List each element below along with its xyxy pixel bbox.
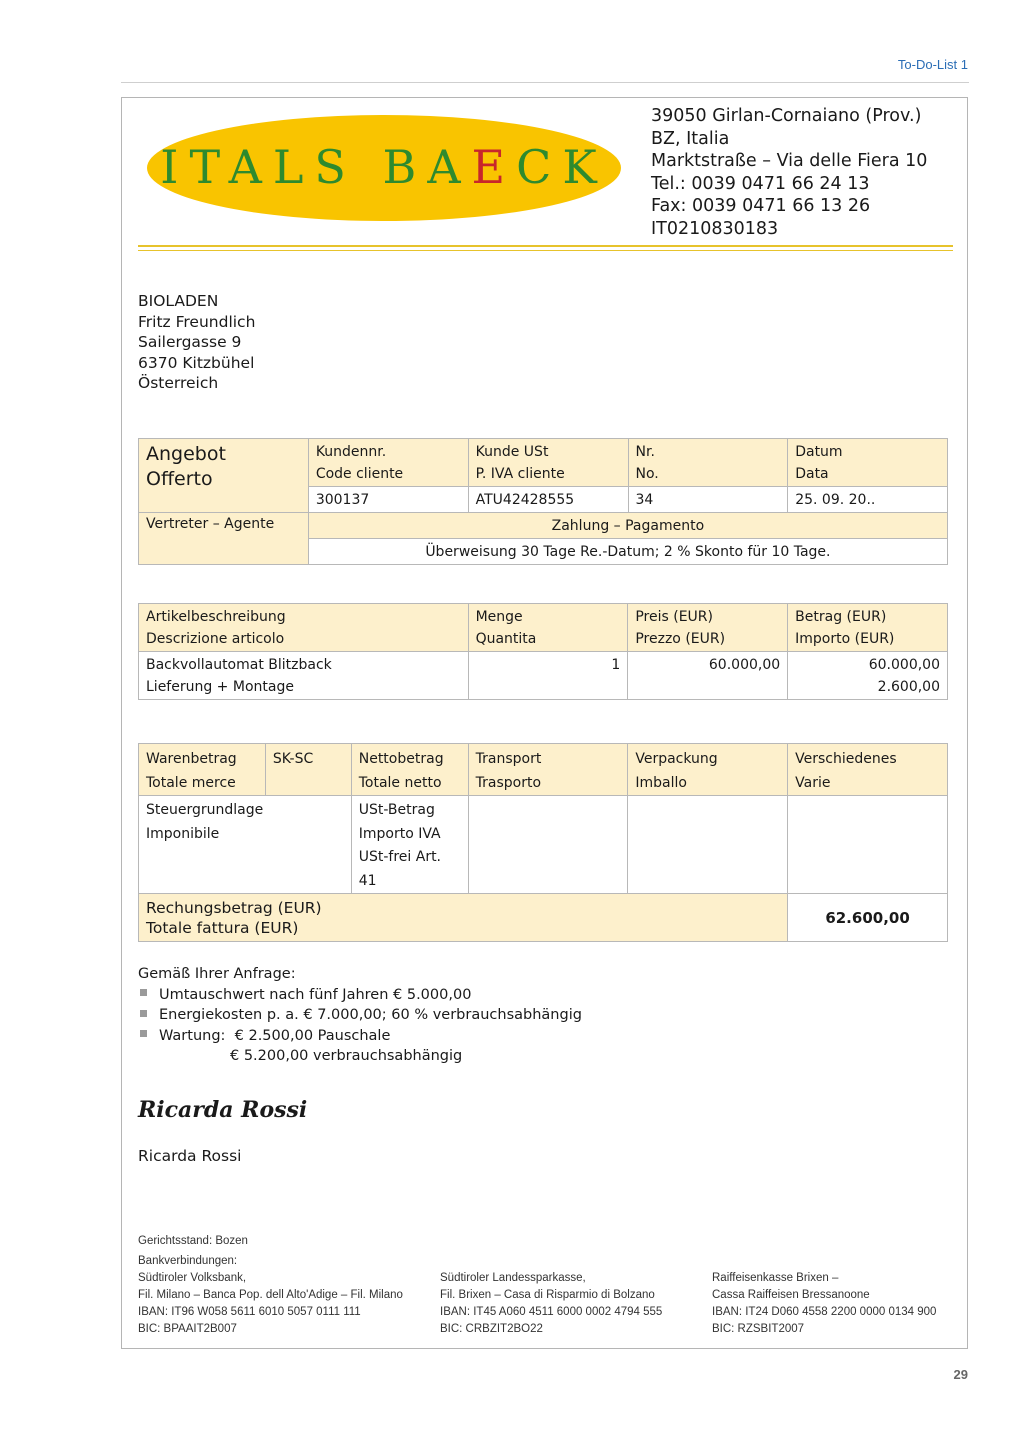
recipient-line: Sailergasse 9 — [138, 333, 242, 351]
item-line: Lieferung + Montage — [146, 679, 294, 695]
sender-vat-id: IT0210830183 — [651, 218, 779, 239]
bank-line: Fil. Brixen – Casa di Risparmio di Bolzano — [440, 1289, 655, 1301]
label: Totale fattura (EUR) — [146, 919, 299, 937]
label: P. IVA cliente — [475, 466, 565, 482]
offer-number-value: 34 — [628, 487, 788, 513]
label: Kunde USt — [475, 444, 549, 460]
recipient-address — [138, 291, 255, 394]
list-item — [138, 1026, 582, 1047]
bullet-icon — [140, 1030, 147, 1037]
list-item-text: Umtauschwert nach fünf Jahren € 5.000,00 — [159, 986, 472, 1003]
customer-vat-header — [468, 439, 628, 487]
totals-table — [138, 743, 948, 894]
label: Imballo — [635, 774, 687, 791]
bank-line: Südtiroler Landessparkasse, — [440, 1272, 586, 1284]
bank-details-2 — [440, 1270, 662, 1338]
invoice-total-table — [138, 893, 948, 942]
invoice-total-value: 62.600,00 — [788, 894, 948, 942]
item-line: Backvollautomat Blitzback — [146, 657, 332, 673]
offer-title-cell — [139, 439, 309, 513]
item-price: 60.000,00 — [628, 652, 788, 700]
empty-cell — [788, 796, 948, 894]
sender-phone: Tel.: 0039 0471 66 24 13 — [651, 173, 870, 194]
goods-total-header — [139, 744, 266, 796]
logo-text-part1: ITALS BA — [160, 140, 472, 194]
items-table — [138, 603, 948, 700]
empty-cell — [628, 796, 788, 894]
col-price-header — [628, 604, 788, 652]
label: Trasporto — [475, 774, 542, 791]
recipient-line: Österreich — [138, 374, 219, 392]
bullet-icon — [140, 1010, 147, 1017]
page-header-label: To-Do-List 1 — [897, 57, 968, 72]
logo-text-part2: CK — [516, 140, 608, 194]
offer-number-header — [628, 439, 788, 487]
amount-line: 2.600,00 — [877, 679, 940, 695]
label: Artikelbeschreibung — [146, 609, 286, 625]
label: Prezzo (EUR) — [635, 631, 726, 647]
label: Code cliente — [315, 466, 404, 482]
footer-legal — [138, 1233, 248, 1270]
inquiry-intro: Gemäß Ihrer Anfrage: — [138, 966, 296, 982]
gold-divider — [138, 250, 953, 251]
item-amount — [788, 652, 948, 700]
item-quantity: 1 — [468, 652, 628, 700]
label: Verpackung — [635, 751, 718, 767]
logo-text-red-letter: E — [471, 140, 517, 194]
bank-iban: IBAN: IT96 W058 5611 6010 5057 0111 111 — [138, 1306, 361, 1318]
list-item-continuation: € 5.200,00 verbrauchsabhängig — [230, 1048, 463, 1065]
payment-terms: Überweisung 30 Tage Re.-Datum; 2 % Skonto für 10 Tage. — [308, 539, 947, 565]
vat-cell — [351, 796, 468, 894]
sender-line: BZ, Italia — [651, 128, 730, 149]
bank-line: Raiffeisenkasse Brixen – — [712, 1272, 839, 1284]
signer-name: Ricarda Rossi — [138, 1147, 242, 1165]
label: Importo IVA — [358, 825, 441, 842]
col-quantity-header — [468, 604, 628, 652]
customer-vat-value: ATU42428555 — [468, 487, 628, 513]
bank-details-3 — [712, 1270, 936, 1338]
label: USt-Betrag — [358, 802, 435, 818]
agent-label: Vertreter – Agente — [139, 513, 309, 565]
list-item-label: Wartung: — [159, 1027, 226, 1044]
sender-fax: Fax: 0039 0471 66 13 26 — [651, 196, 871, 217]
bank-bic: BIC: CRBZIT2BO22 — [440, 1323, 543, 1335]
label: Data — [795, 466, 829, 482]
label: Transport — [475, 751, 542, 767]
document-frame — [121, 97, 968, 1349]
list-item-text: € 2.500,00 Pauschale — [234, 1027, 391, 1044]
label: Totale netto — [358, 774, 442, 791]
list-item — [138, 985, 582, 1006]
label: Nr. — [635, 444, 655, 460]
handwritten-signature: Ricarda Rossi — [138, 1097, 308, 1123]
gold-divider — [138, 245, 953, 247]
label: Descrizione articolo — [146, 631, 285, 647]
payment-label: Zahlung – Pagamento — [308, 513, 947, 539]
label: Preis (EUR) — [635, 609, 713, 625]
inquiry-notes — [138, 964, 582, 1067]
bank-bic: BIC: BPAAIT2B007 — [138, 1323, 237, 1335]
label: USt-frei Art. 41 — [358, 849, 442, 889]
bank-iban: IBAN: IT45 A060 4511 6000 0002 4794 555 — [440, 1306, 663, 1318]
label: Importo (EUR) — [795, 631, 895, 647]
date-header — [788, 439, 948, 487]
header-rule — [121, 82, 969, 83]
amount-line: 60.000,00 — [868, 657, 940, 673]
page-number: 29 — [953, 1367, 968, 1382]
recipient-line: Fritz Freundlich — [138, 312, 256, 331]
label: Betrag (EUR) — [795, 609, 887, 625]
label: Varie — [795, 774, 831, 791]
offer-title: Angebot — [146, 443, 226, 465]
label: Warenbetrag — [146, 751, 237, 767]
packing-header — [628, 744, 788, 796]
offer-header-table — [138, 438, 948, 565]
bank-iban: IBAN: IT24 D060 4558 2200 0000 0134 900 — [712, 1306, 937, 1318]
customer-number-header — [308, 439, 468, 487]
sender-line: 39050 Girlan-Cornaiano (Prov.) — [651, 106, 922, 126]
invoice-total-label — [139, 894, 788, 942]
label: Totale merce — [146, 774, 236, 791]
label: Menge — [475, 609, 523, 625]
offer-title-it: Offerto — [146, 468, 213, 490]
empty-cell — [468, 796, 628, 894]
list-item-text: Energiekosten p. a. € 7.000,00; 60 % verbrauchsabhängig — [159, 1007, 582, 1024]
label: Rechungsbetrag (EUR) — [146, 899, 322, 917]
logo-text — [147, 140, 621, 194]
label: Nettobetrag — [358, 751, 444, 767]
court-of-jurisdiction: Gerichtsstand: Bozen — [138, 1235, 248, 1247]
date-value: 25. 09. 20.. — [788, 487, 948, 513]
label: Imponibile — [146, 825, 220, 842]
col-description-header — [139, 604, 469, 652]
tax-base-cell — [139, 796, 352, 894]
table-row — [139, 652, 948, 700]
customer-number-value: 300137 — [308, 487, 468, 513]
transport-header — [468, 744, 628, 796]
label: Steuergrundlage — [146, 802, 264, 818]
net-total-header — [351, 744, 468, 796]
bank-title: Bankverbindungen: — [138, 1255, 238, 1267]
label: Quantita — [475, 631, 537, 647]
bullet-icon — [140, 989, 147, 996]
col-amount-header — [788, 604, 948, 652]
misc-header — [788, 744, 948, 796]
label: Kundennr. — [315, 444, 387, 460]
bank-line: Fil. Milano – Banca Pop. dell Alto'Adige – Fil. Milano — [138, 1289, 403, 1301]
bank-line: Südtiroler Volksbank, — [138, 1272, 247, 1284]
recipient-line: BIOLADEN — [138, 292, 219, 310]
sender-line: Marktstraße – Via delle Fiera 10 — [651, 151, 928, 172]
bank-bic: BIC: RZSBIT2007 — [712, 1323, 805, 1335]
label: Verschiedenes — [795, 751, 897, 767]
item-description — [139, 652, 469, 700]
list-item — [138, 1005, 582, 1026]
discount-header: SK-SC — [265, 744, 351, 796]
sender-address — [651, 105, 927, 241]
label: No. — [635, 466, 659, 482]
bank-line: Cassa Raiffeisen Bressanoone — [712, 1289, 870, 1301]
bank-details-1 — [138, 1270, 403, 1338]
label: Datum — [795, 444, 843, 460]
recipient-line: 6370 Kitzbühel — [138, 353, 255, 372]
